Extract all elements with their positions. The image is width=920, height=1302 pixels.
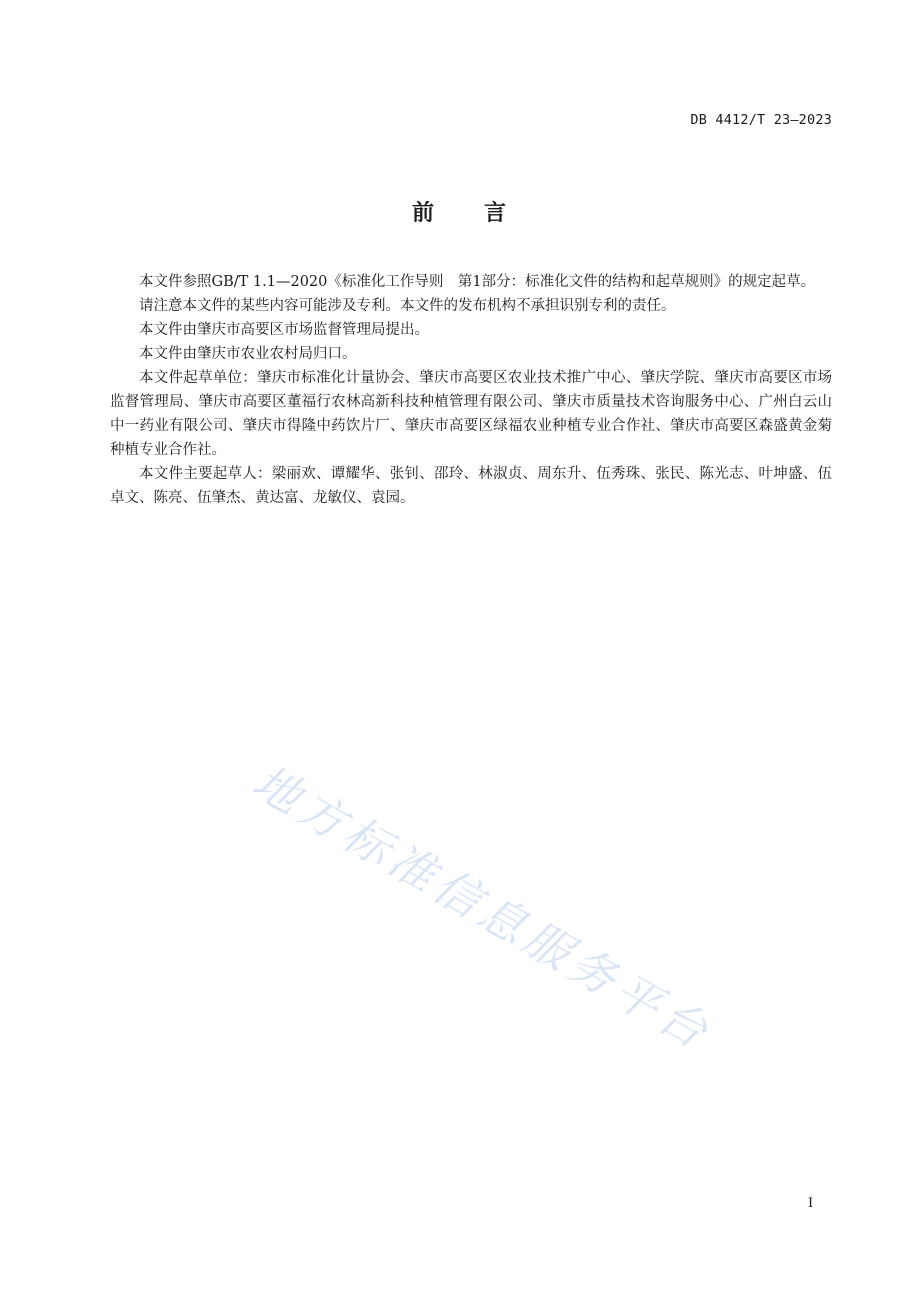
paragraph-patent-notice: 请注意本文件的某些内容可能涉及专利。本文件的发布机构不承担识别专利的责任。: [139, 298, 676, 314]
title-char-2: 言: [484, 201, 509, 226]
paragraph-drafting-units: 本文件起草单位：肇庆市标准化计量协会、肇庆市高要区农业技术推广中心、肇庆学院、肇庆市高要区市场监督管理局、肇庆市高要区董福行农林高新科技种植管理有限公司、肇庆市质量技术咨询服务中心、广州白云山中一药业有限公司、肇庆市得隆中药饮片厂、肇庆市高要区绿福农业种植专业合作社、肇庆市高要区森盛黄金菊种植专业合作社。: [110, 370, 832, 458]
preface-body: [110, 270, 832, 510]
paragraph-proposed-by: 本文件由肇庆市高要区市场监督管理局提出。: [139, 322, 429, 338]
title-char-1: 前: [411, 201, 436, 226]
paragraph-reference-standard: 本文件参照GB/T 1.1—2020《标准化工作导则 第1部分：标准化文件的结构和起草规则》的规定起草。: [139, 274, 816, 290]
paragraph-centralized-by: 本文件由肇庆市农业农村局归口。: [139, 346, 357, 362]
page-number: I: [808, 1196, 814, 1211]
paragraph-drafters: 本文件主要起草人：梁丽欢、谭耀华、张钊、邵玲、林淑贞、周东升、伍秀珠、张民、陈光志、叶坤盛、伍卓文、陈亮、伍肇杰、黄达富、龙敏仪、袁园。: [110, 466, 832, 506]
page-title: [0, 196, 920, 227]
document-code: DB 4412/T 23—2023: [690, 112, 832, 128]
watermark: 地方标准信息服务平台: [243, 754, 722, 1061]
